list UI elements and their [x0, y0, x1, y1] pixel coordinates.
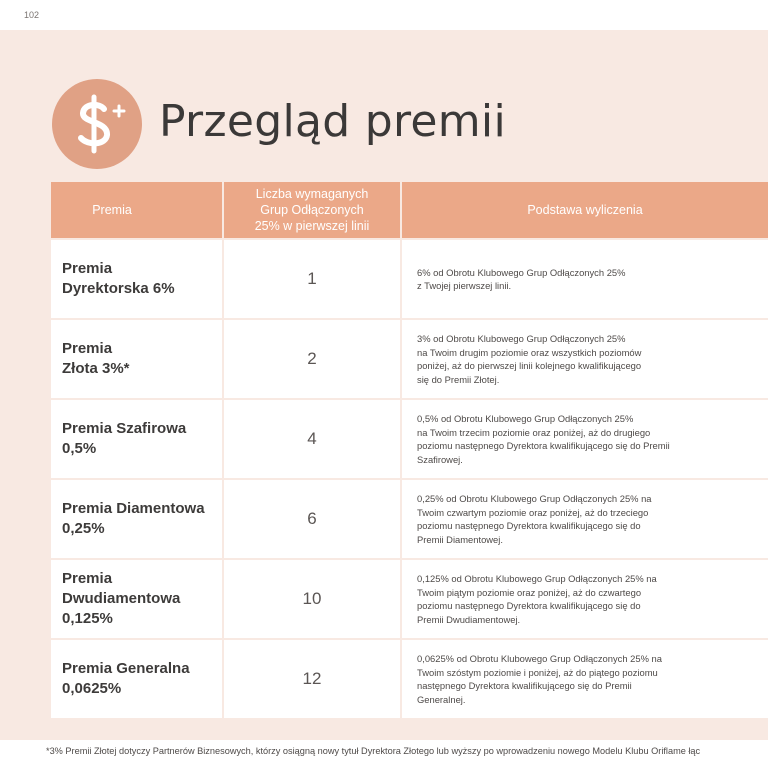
bonus-name-cell: Premia Dyrektorska 6%	[51, 240, 222, 318]
required-groups-cell: 10	[224, 560, 400, 638]
calculation-basis-cell: 0,25% od Obrotu Klubowego Grup Odłączonych 25% na Twoim czwartym poziomie oraz poniżej, aż do trzeciego poziomu następnego Dyrektora kwalifikującego się do Premii Diamentowej.	[402, 480, 768, 558]
page-number: 102	[24, 10, 40, 20]
column-header-calculation-basis: Podstawa wyliczenia	[527, 203, 643, 217]
table-row	[51, 320, 768, 398]
bonus-name-cell: Premia Szafirowa 0,5%	[51, 400, 222, 478]
table-header	[51, 182, 768, 238]
bonus-name-cell: Premia Generalna 0,0625%	[51, 640, 222, 718]
bonus-name-cell: Premia Złota 3%*	[51, 320, 222, 398]
calculation-basis-cell: 0,125% od Obrotu Klubowego Grup Odłączonych 25% na Twoim piątym poziomie oraz poniżej, aż do czwartego poziomu następnego Dyrektora kwalifikującego się do Premii Dwudiamentowej.	[402, 560, 768, 638]
required-groups-cell: 12	[224, 640, 400, 718]
table-row	[51, 480, 768, 558]
table-row	[51, 400, 768, 478]
table-row	[51, 640, 768, 718]
bonus-table	[51, 182, 768, 720]
required-groups-cell: 2	[224, 320, 400, 398]
bonus-name-cell: Premia Diamentowa 0,25%	[51, 480, 222, 558]
calculation-basis-cell: 6% od Obrotu Klubowego Grup Odłączonych 25% z Twojej pierwszej linii.	[402, 240, 768, 318]
top-bar	[0, 0, 768, 30]
bonus-name-cell: Premia Dwudiamentowa 0,125%	[51, 560, 222, 638]
footnote: *3% Premii Złotej dotyczy Partnerów Biznesowych, którzy osiągną nowy tytuł Dyrektora Złotego lub wyższy po wprowadzeniu nowego Modelu Klubu Oriflame łąc	[46, 746, 701, 756]
required-groups-cell: 4	[224, 400, 400, 478]
required-groups-cell: 1	[224, 240, 400, 318]
table-row	[51, 560, 768, 638]
page-title: Przegląd premii	[159, 96, 506, 147]
dollar-plus-icon	[52, 79, 142, 169]
required-groups-cell: 6	[224, 480, 400, 558]
calculation-basis-cell: 0,5% od Obrotu Klubowego Grup Odłączonych 25% na Twoim trzecim poziomie oraz poniżej, aż do drugiego poziomu następnego Dyrektora kwalifikującego się do Premii Szafirowej.	[402, 400, 768, 478]
calculation-basis-cell: 3% od Obrotu Klubowego Grup Odłączonych 25% na Twoim drugim poziomie oraz wszystkich poziomów poniżej, aż do pierwszej linii kolejnego kwalifikującego się do Premii Złotej.	[402, 320, 768, 398]
column-header-required-groups: Liczba wymaganych Grup Odłączonych 25% w pierwszej linii	[254, 187, 370, 233]
calculation-basis-cell: 0,0625% od Obrotu Klubowego Grup Odłączonych 25% na Twoim szóstym poziomie i poniżej, aż do piątego poziomu następnego Dyrektora kwalifikującego się do Premii Generalnej.	[402, 640, 768, 718]
column-header-bonus: Premia	[92, 203, 132, 217]
table-row	[51, 240, 768, 318]
